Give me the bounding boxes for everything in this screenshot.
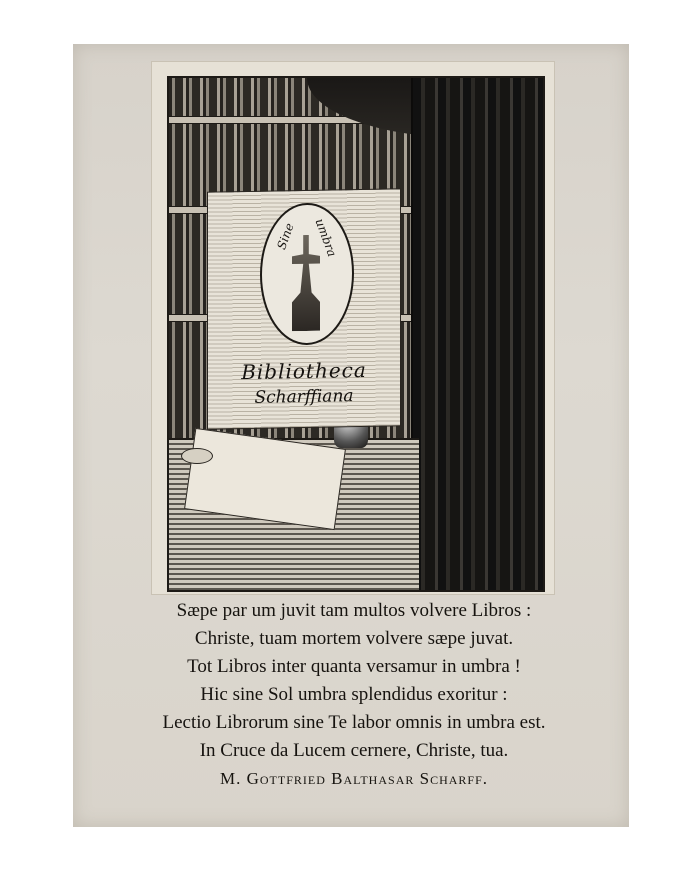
crucifix-monument [292,235,320,331]
banner-title: Bibliotheca [241,357,367,385]
verse-line: Christe, tuam mortem volvere sæpe juvat. [194,628,514,649]
verse-block [94,597,614,793]
emblem-oval [260,202,354,346]
motto-right: umbra [312,216,340,259]
hanging-banner [207,188,401,429]
inkwell-dish [181,448,213,464]
curtain [411,78,545,590]
motto-left: Sine [274,221,297,252]
verse-line: Lectio Librorum sine Te labor omnis in umbra est. [162,712,546,733]
owner-signature: M. Gottfried Balthasar Scharff. [219,769,489,788]
verse-line: In Cruce da Lucem cernere, Christe, tua. [199,740,509,761]
banner-subtitle: Scharffiana [254,386,354,408]
verse-line: Hic sine Sol umbra splendidus exoritur : [200,684,508,705]
verse-line: Tot Libros inter quanta versamur in umbra ! [187,656,521,677]
verse-line: Sæpe par um juvit tam multos volvere Libros : [176,600,532,621]
bookplate-engraving [167,76,545,592]
